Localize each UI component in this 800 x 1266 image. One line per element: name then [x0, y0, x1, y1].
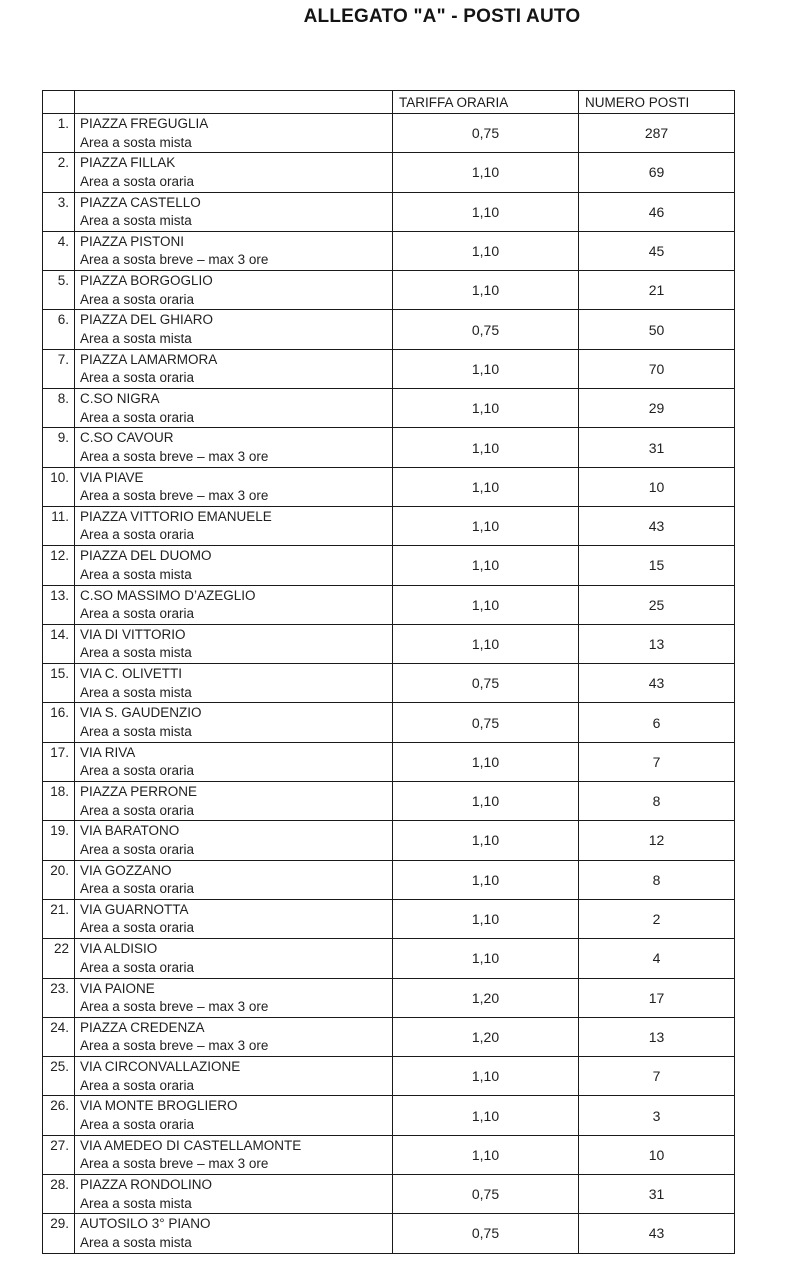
location-type: Area a sosta breve – max 3 ore [80, 1038, 269, 1054]
location-name: VIA S. GAUDENZIO [80, 705, 202, 721]
row-tariffa: 1,10 [393, 153, 579, 192]
table-row [43, 703, 735, 742]
location-type: Area a sosta mista [80, 1195, 192, 1211]
row-posti: 25 [579, 585, 735, 624]
location-type: Area a sosta oraria [80, 802, 195, 818]
row-number: 21. [43, 899, 75, 938]
header-index-cell [43, 91, 75, 114]
row-tariffa: 0,75 [393, 114, 579, 153]
row-number: 29. [43, 1214, 75, 1253]
row-number: 25. [43, 1057, 75, 1096]
row-number: 2. [43, 153, 75, 192]
row-posti: 46 [579, 192, 735, 231]
location-type: Area a sosta mista [80, 213, 192, 229]
location-name: PIAZZA LAMARMORA [80, 351, 218, 367]
row-tariffa: 1,10 [393, 1057, 579, 1096]
row-location-cell [75, 349, 393, 388]
table-row [43, 978, 735, 1017]
row-posti: 29 [579, 389, 735, 428]
row-location-cell [75, 192, 393, 231]
location-name: VIA AMEDEO DI CASTELLAMONTE [80, 1137, 302, 1153]
location-name: C.SO NIGRA [80, 391, 160, 407]
row-posti: 45 [579, 231, 735, 270]
row-location-cell [75, 1096, 393, 1135]
row-posti: 43 [579, 664, 735, 703]
table-row [43, 192, 735, 231]
location-name: VIA BARATONO [80, 823, 180, 839]
table-row [43, 467, 735, 506]
row-tariffa: 1,10 [393, 546, 579, 585]
row-tariffa: 0,75 [393, 310, 579, 349]
row-number: 24. [43, 1017, 75, 1056]
location-type: Area a sosta mista [80, 645, 192, 661]
row-location-cell [75, 899, 393, 938]
row-tariffa: 1,10 [393, 860, 579, 899]
row-posti: 13 [579, 1017, 735, 1056]
table-row [43, 860, 735, 899]
row-location-cell [75, 467, 393, 506]
location-name: VIA RIVA [80, 744, 136, 760]
location-name: VIA ALDISIO [80, 941, 158, 957]
table-row [43, 231, 735, 270]
row-number: 20. [43, 860, 75, 899]
header-tariffa-oraria: TARIFFA ORARIA [393, 91, 579, 114]
location-name: PIAZZA DEL DUOMO [80, 548, 212, 564]
row-tariffa: 1,10 [393, 506, 579, 545]
table-row [43, 1135, 735, 1174]
location-name: VIA CIRCONVALLAZIONE [80, 1059, 241, 1075]
row-tariffa: 1,10 [393, 624, 579, 663]
row-posti: 8 [579, 860, 735, 899]
row-posti: 13 [579, 624, 735, 663]
table-row [43, 1214, 735, 1253]
row-number: 15. [43, 664, 75, 703]
row-location-cell [75, 624, 393, 663]
table-row [43, 506, 735, 545]
location-type: Area a sosta mista [80, 134, 192, 150]
row-location-cell [75, 1135, 393, 1174]
row-posti: 6 [579, 703, 735, 742]
table-row [43, 428, 735, 467]
row-number: 18. [43, 782, 75, 821]
table-row [43, 546, 735, 585]
row-location-cell [75, 389, 393, 428]
row-posti: 43 [579, 506, 735, 545]
row-posti: 7 [579, 742, 735, 781]
row-posti: 15 [579, 546, 735, 585]
row-location-cell [75, 585, 393, 624]
row-location-cell [75, 1057, 393, 1096]
table-row [43, 821, 735, 860]
row-location-cell [75, 546, 393, 585]
row-tariffa: 0,75 [393, 1214, 579, 1253]
row-location-cell [75, 703, 393, 742]
row-tariffa: 1,10 [393, 467, 579, 506]
row-location-cell [75, 821, 393, 860]
row-number: 23. [43, 978, 75, 1017]
table-row [43, 349, 735, 388]
row-tariffa: 0,75 [393, 703, 579, 742]
location-type: Area a sosta breve – max 3 ore [80, 448, 269, 464]
row-posti: 2 [579, 899, 735, 938]
header-location-cell [75, 91, 393, 114]
row-location-cell [75, 939, 393, 978]
row-posti: 12 [579, 821, 735, 860]
row-posti: 43 [579, 1214, 735, 1253]
table-row [43, 1175, 735, 1214]
row-number: 28. [43, 1175, 75, 1214]
row-location-cell [75, 271, 393, 310]
location-type: Area a sosta mista [80, 684, 192, 700]
location-name: VIA PAIONE [80, 980, 155, 996]
row-number: 12. [43, 546, 75, 585]
location-type: Area a sosta oraria [80, 763, 195, 779]
row-location-cell [75, 428, 393, 467]
row-number: 5. [43, 271, 75, 310]
location-name: PIAZZA PERRONE [80, 784, 198, 800]
row-location-cell [75, 1017, 393, 1056]
location-type: Area a sosta breve – max 3 ore [80, 252, 269, 268]
row-location-cell [75, 860, 393, 899]
row-tariffa: 1,20 [393, 978, 579, 1017]
location-type: Area a sosta oraria [80, 1077, 195, 1093]
row-location-cell [75, 1175, 393, 1214]
location-name: PIAZZA CASTELLO [80, 194, 201, 210]
row-tariffa: 1,10 [393, 428, 579, 467]
location-type: Area a sosta oraria [80, 606, 195, 622]
row-tariffa: 1,10 [393, 939, 579, 978]
location-type: Area a sosta oraria [80, 959, 195, 975]
location-name: C.SO MASSIMO D’AZEGLIO [80, 587, 256, 603]
row-tariffa: 1,20 [393, 1017, 579, 1056]
row-number: 3. [43, 192, 75, 231]
location-type: Area a sosta oraria [80, 409, 195, 425]
row-number: 22 [43, 939, 75, 978]
location-name: PIAZZA BORGOGLIO [80, 273, 213, 289]
table-row [43, 389, 735, 428]
location-name: VIA C. OLIVETTI [80, 666, 183, 682]
location-type: Area a sosta oraria [80, 291, 195, 307]
location-name: PIAZZA DEL GHIARO [80, 312, 214, 328]
location-name: PIAZZA PISTONI [80, 233, 185, 249]
location-name: VIA GUARNOTTA [80, 901, 189, 917]
row-location-cell [75, 506, 393, 545]
location-type: Area a sosta mista [80, 566, 192, 582]
row-location-cell [75, 231, 393, 270]
row-tariffa: 1,10 [393, 821, 579, 860]
page-title: ALLEGATO "A" - POSTI AUTO [303, 6, 581, 27]
row-posti: 4 [579, 939, 735, 978]
row-tariffa: 1,10 [393, 231, 579, 270]
location-name: AUTOSILO 3° PIANO [80, 1216, 211, 1232]
table-row [43, 624, 735, 663]
row-number: 13. [43, 585, 75, 624]
row-tariffa: 1,10 [393, 192, 579, 231]
row-number: 4. [43, 231, 75, 270]
row-tariffa: 1,10 [393, 585, 579, 624]
location-name: PIAZZA FILLAK [80, 155, 176, 171]
row-location-cell [75, 664, 393, 703]
table-header-row [43, 91, 735, 114]
table-row [43, 310, 735, 349]
row-tariffa: 1,10 [393, 782, 579, 821]
location-type: Area a sosta oraria [80, 527, 195, 543]
row-number: 9. [43, 428, 75, 467]
table-row [43, 585, 735, 624]
row-number: 8. [43, 389, 75, 428]
location-type: Area a sosta oraria [80, 173, 195, 189]
row-tariffa: 1,10 [393, 742, 579, 781]
table-row [43, 1096, 735, 1135]
row-posti: 10 [579, 467, 735, 506]
table-row [43, 1057, 735, 1096]
table-row [43, 742, 735, 781]
row-tariffa: 0,75 [393, 664, 579, 703]
row-posti: 69 [579, 153, 735, 192]
location-name: C.SO CAVOUR [80, 430, 174, 446]
table-row [43, 271, 735, 310]
table-body [43, 114, 735, 1254]
row-number: 16. [43, 703, 75, 742]
location-name: VIA MONTE BROGLIERO [80, 1098, 238, 1114]
row-number: 6. [43, 310, 75, 349]
parking-table [42, 90, 735, 1254]
location-type: Area a sosta oraria [80, 841, 195, 857]
location-type: Area a sosta mista [80, 1234, 192, 1250]
row-number: 14. [43, 624, 75, 663]
location-type: Area a sosta mista [80, 330, 192, 346]
row-number: 7. [43, 349, 75, 388]
table-row [43, 899, 735, 938]
row-posti: 50 [579, 310, 735, 349]
row-posti: 287 [579, 114, 735, 153]
row-posti: 31 [579, 1175, 735, 1214]
table-row [43, 1017, 735, 1056]
location-name: PIAZZA CREDENZA [80, 1019, 205, 1035]
row-location-cell [75, 114, 393, 153]
table-row [43, 153, 735, 192]
row-location-cell [75, 742, 393, 781]
row-location-cell [75, 153, 393, 192]
location-type: Area a sosta mista [80, 723, 192, 739]
row-location-cell [75, 782, 393, 821]
row-posti: 21 [579, 271, 735, 310]
location-name: PIAZZA VITTORIO EMANUELE [80, 508, 272, 524]
location-name: PIAZZA FREGUGLIA [80, 116, 209, 131]
location-type: Area a sosta breve – max 3 ore [80, 999, 269, 1015]
location-name: VIA PIAVE [80, 469, 144, 485]
row-posti: 7 [579, 1057, 735, 1096]
row-location-cell [75, 310, 393, 349]
row-location-cell [75, 978, 393, 1017]
row-tariffa: 0,75 [393, 1175, 579, 1214]
row-number: 10. [43, 467, 75, 506]
table-row [43, 782, 735, 821]
table-row [43, 939, 735, 978]
row-tariffa: 1,10 [393, 899, 579, 938]
row-posti: 31 [579, 428, 735, 467]
location-type: Area a sosta breve – max 3 ore [80, 1156, 269, 1172]
row-number: 19. [43, 821, 75, 860]
location-type: Area a sosta oraria [80, 881, 195, 897]
row-number: 1. [43, 114, 75, 153]
row-tariffa: 1,10 [393, 1135, 579, 1174]
location-type: Area a sosta oraria [80, 1116, 195, 1132]
row-posti: 8 [579, 782, 735, 821]
location-name: VIA DI VITTORIO [80, 626, 186, 642]
row-tariffa: 1,10 [393, 389, 579, 428]
location-name: PIAZZA RONDOLINO [80, 1177, 213, 1193]
row-posti: 10 [579, 1135, 735, 1174]
location-type: Area a sosta oraria [80, 920, 195, 936]
row-tariffa: 1,10 [393, 271, 579, 310]
row-tariffa: 1,10 [393, 1096, 579, 1135]
row-number: 26. [43, 1096, 75, 1135]
header-numero-posti: NUMERO POSTI [579, 91, 735, 114]
row-number: 17. [43, 742, 75, 781]
table-row [43, 114, 735, 153]
row-posti: 70 [579, 349, 735, 388]
location-type: Area a sosta breve – max 3 ore [80, 488, 269, 504]
row-number: 27. [43, 1135, 75, 1174]
row-posti: 3 [579, 1096, 735, 1135]
row-tariffa: 1,10 [393, 349, 579, 388]
location-type: Area a sosta oraria [80, 370, 195, 386]
table-row [43, 664, 735, 703]
location-name: VIA GOZZANO [80, 862, 172, 878]
row-posti: 17 [579, 978, 735, 1017]
row-location-cell [75, 1214, 393, 1253]
row-number: 11. [43, 506, 75, 545]
